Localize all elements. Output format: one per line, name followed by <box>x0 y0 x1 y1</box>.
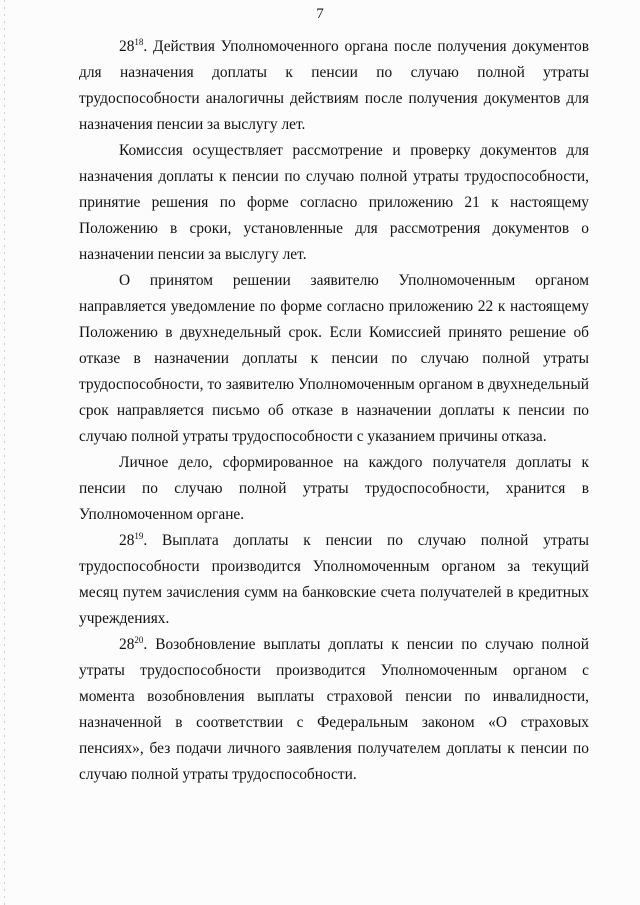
scan-edge-decoration <box>4 0 5 905</box>
page-number: 7 <box>316 6 324 22</box>
clause-number: 28 <box>119 532 135 549</box>
paragraph-28-19 <box>79 528 589 632</box>
paragraph-personal-file <box>79 450 589 528</box>
paragraph-text: . Действия Уполномоченного органа после получения документов для назначения доплаты к пенсии по случаю полной утраты трудоспособности аналогичны действиям после получения документов для назначения пенсии за выслугу лет. <box>79 38 589 133</box>
paragraph-28-18 <box>79 34 589 138</box>
paragraph-28-20 <box>79 632 589 788</box>
clause-number: 28 <box>119 636 135 653</box>
paragraph-commission <box>79 138 589 268</box>
paragraph-text: О принятом решении заявителю Уполномоченным органом направляется уведомление по форме согласно приложению 22 к настоящему Положению в двухнедельный срок. Если Комиссией принято решение об отказе в назначении доплаты к пенсии по случаю полной утраты трудоспособности, то заявителю Уполномоченным органом в двухнедельный срок направляется письмо об отказе в назначении доплаты к пенсии по случаю полной утраты трудоспособности с указанием причины отказа. <box>79 272 589 445</box>
clause-superscript: 20 <box>134 635 144 645</box>
clause-number: 28 <box>119 38 135 55</box>
clause-superscript: 19 <box>134 531 144 541</box>
paragraph-text: Личное дело, сформированное на каждого получателя доплаты к пенсии по случаю полной утраты трудоспособности, хранится в Уполномоченном органе. <box>79 454 589 523</box>
clause-superscript: 18 <box>134 37 144 47</box>
paragraph-text: . Возобновление выплаты доплаты к пенсии по случаю полной утраты трудоспособности производится Уполномоченным органом с момента возобновления выплаты страховой пенсии по инвалидности, назначенной в соответствии с Федеральным законом «О страховых пенсиях», без подачи личного заявления получателем доплаты к пенсии по случаю полной утраты трудоспособности. <box>79 636 589 783</box>
paragraph-text: Комиссия осуществляет рассмотрение и проверку документов для назначения доплаты к пенсии по случаю полной утраты трудоспособности, принятие решения по форме согласно приложению 21 к настоящему Положению в сроки, установленные для рассмотрения документов о назначении пенсии за выслугу лет. <box>79 142 589 263</box>
paragraph-decision-notice <box>79 268 589 450</box>
paragraph-text: . Выплата доплаты к пенсии по случаю полной утраты трудоспособности производится Уполномоченным органом за текущий месяц путем зачисления сумм на банковские счета получателей в кредитных учреждениях. <box>79 532 589 627</box>
document-body <box>79 34 589 788</box>
